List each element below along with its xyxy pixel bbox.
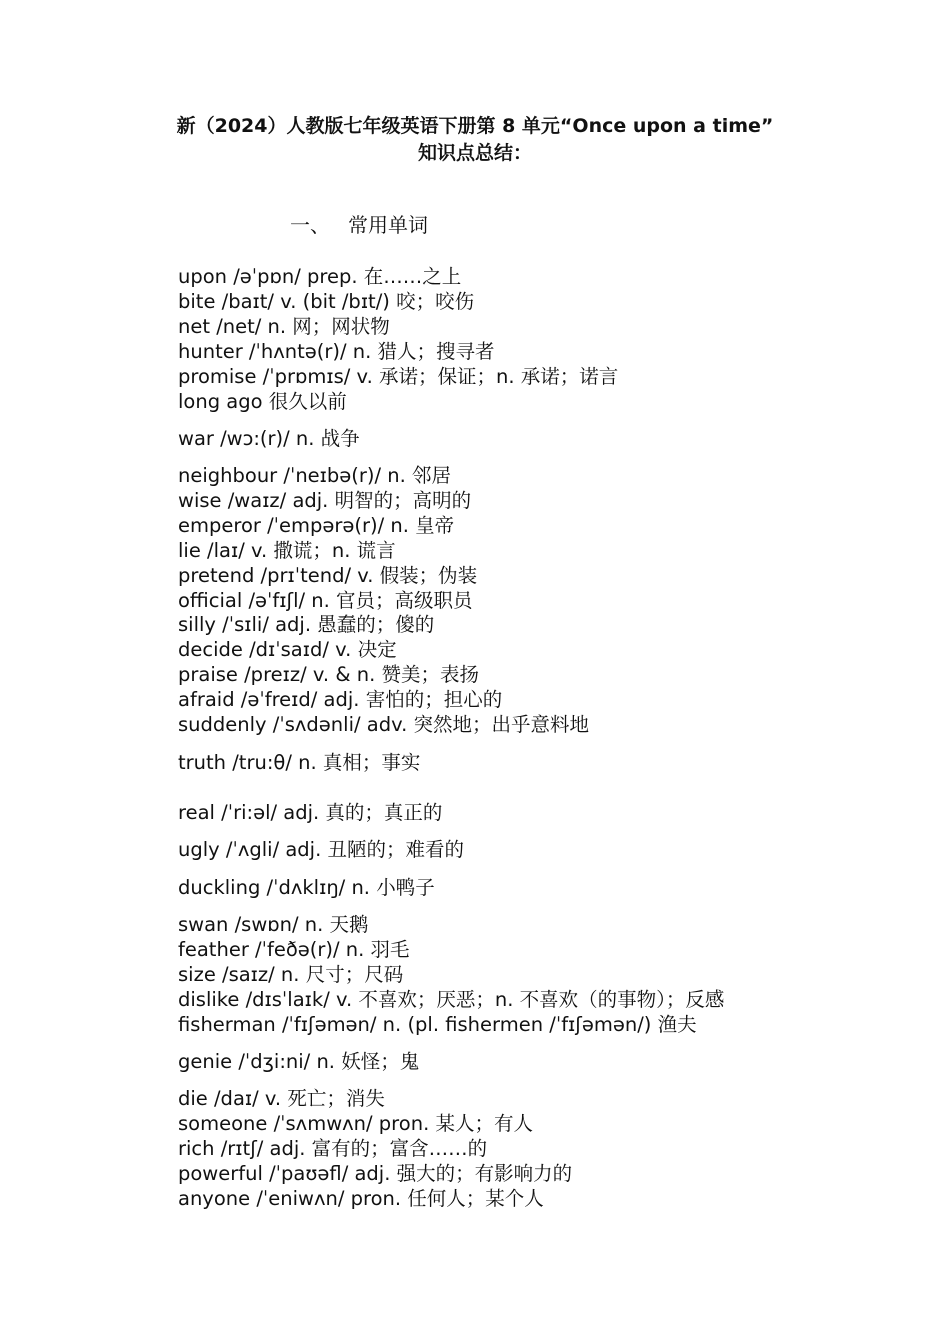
vocab-entry-truth: truth /tru:θ/ n. 真相；事实 — [178, 751, 421, 774]
vocab-entry-long-ago: long ago 很久以前 — [178, 390, 347, 413]
vocab-entry-official: official /əˈfɪʃl/ n. 官员；高级职员 — [178, 589, 473, 612]
vocab-entry-war: war /wɔ:(r)/ n. 战争 — [178, 427, 360, 450]
vocab-entry-ugly: ugly /ˈʌgli/ adj. 丑陋的；难看的 — [178, 838, 464, 861]
section-title: 常用单词 — [348, 213, 428, 237]
vocab-entry-anyone: anyone /ˈeniwʌn/ pron. 任何人；某个人 — [178, 1187, 544, 1210]
vocab-entry-afraid: afraid /əˈfreɪd/ adj. 害怕的；担心的 — [178, 688, 503, 711]
vocab-entry-emperor: emperor /ˈempərə(r)/ n. 皇帝 — [178, 514, 455, 537]
vocab-entry-duckling: duckling /ˈdʌklɪŋ/ n. 小鸭子 — [178, 876, 435, 899]
vocab-entry-rich: rich /rɪtʃ/ adj. 富有的；富含……的 — [178, 1137, 488, 1160]
vocab-entry-decide: decide /dɪˈsaɪd/ v. 决定 — [178, 638, 397, 661]
vocab-entry-lie: lie /laɪ/ v. 撒谎；n. 谎言 — [178, 539, 396, 562]
vocab-entry-feather: feather /ˈfeðə(r)/ n. 羽毛 — [178, 938, 410, 961]
section-heading — [290, 211, 428, 239]
vocab-entry-hunter: hunter /ˈhʌntə(r)/ n. 猎人；搜寻者 — [178, 340, 495, 363]
document-title — [120, 113, 830, 167]
section-number: 一、 — [290, 213, 330, 237]
title-line-1: 新（2024）人教版七年级英语下册第 8 单元“Once upon a time” — [176, 115, 774, 137]
vocab-entry-praise: praise /preɪz/ v. & n. 赞美；表扬 — [178, 663, 479, 686]
vocab-entry-die: die /daɪ/ v. 死亡；消失 — [178, 1087, 385, 1110]
title-line-2: 知识点总结： — [417, 142, 532, 164]
vocab-entry-genie: genie /ˈdʒi:ni/ n. 妖怪；鬼 — [178, 1050, 420, 1073]
vocab-entry-pretend: pretend /prɪˈtend/ v. 假装；伪装 — [178, 564, 478, 587]
vocab-entry-size: size /saɪz/ n. 尺寸；尺码 — [178, 963, 404, 986]
vocab-entry-fisherman: fisherman /ˈfɪʃəmən/ n. (pl. fishermen /ˈfɪʃəmən/) 渔夫 — [178, 1013, 697, 1036]
vocab-entry-someone: someone /ˈsʌmwʌn/ pron. 某人；有人 — [178, 1112, 533, 1135]
vocab-entry-powerful: powerful /ˈpaʊəfl/ adj. 强大的；有影响力的 — [178, 1162, 573, 1185]
vocab-entry-promise: promise /ˈprɒmɪs/ v. 承诺；保证；n. 承诺；诺言 — [178, 365, 619, 388]
vocab-entry-swan: swan /swɒn/ n. 天鹅 — [178, 913, 369, 936]
vocab-entry-suddenly: suddenly /ˈsʌdənli/ adv. 突然地；出乎意料地 — [178, 713, 590, 736]
vocab-entry-wise: wise /waɪz/ adj. 明智的；高明的 — [178, 489, 472, 512]
vocab-entry-net: net /net/ n. 网；网状物 — [178, 315, 390, 338]
vocab-entry-bite: bite /baɪt/ v. (bit /bɪt/) 咬；咬伤 — [178, 290, 475, 313]
vocab-entry-dislike: dislike /dɪsˈlaɪk/ v. 不喜欢；厌恶；n. 不喜欢（的事物）；反感 — [178, 988, 725, 1011]
vocab-entry-real: real /ˈri:əl/ adj. 真的；真正的 — [178, 801, 443, 824]
vocab-entry-neighbour: neighbour /ˈneɪbə(r)/ n. 邻居 — [178, 464, 452, 487]
vocab-entry-upon: upon /əˈpɒn/ prep. 在……之上 — [178, 265, 462, 288]
vocab-entry-silly: silly /ˈsɪli/ adj. 愚蠢的；傻的 — [178, 613, 435, 636]
